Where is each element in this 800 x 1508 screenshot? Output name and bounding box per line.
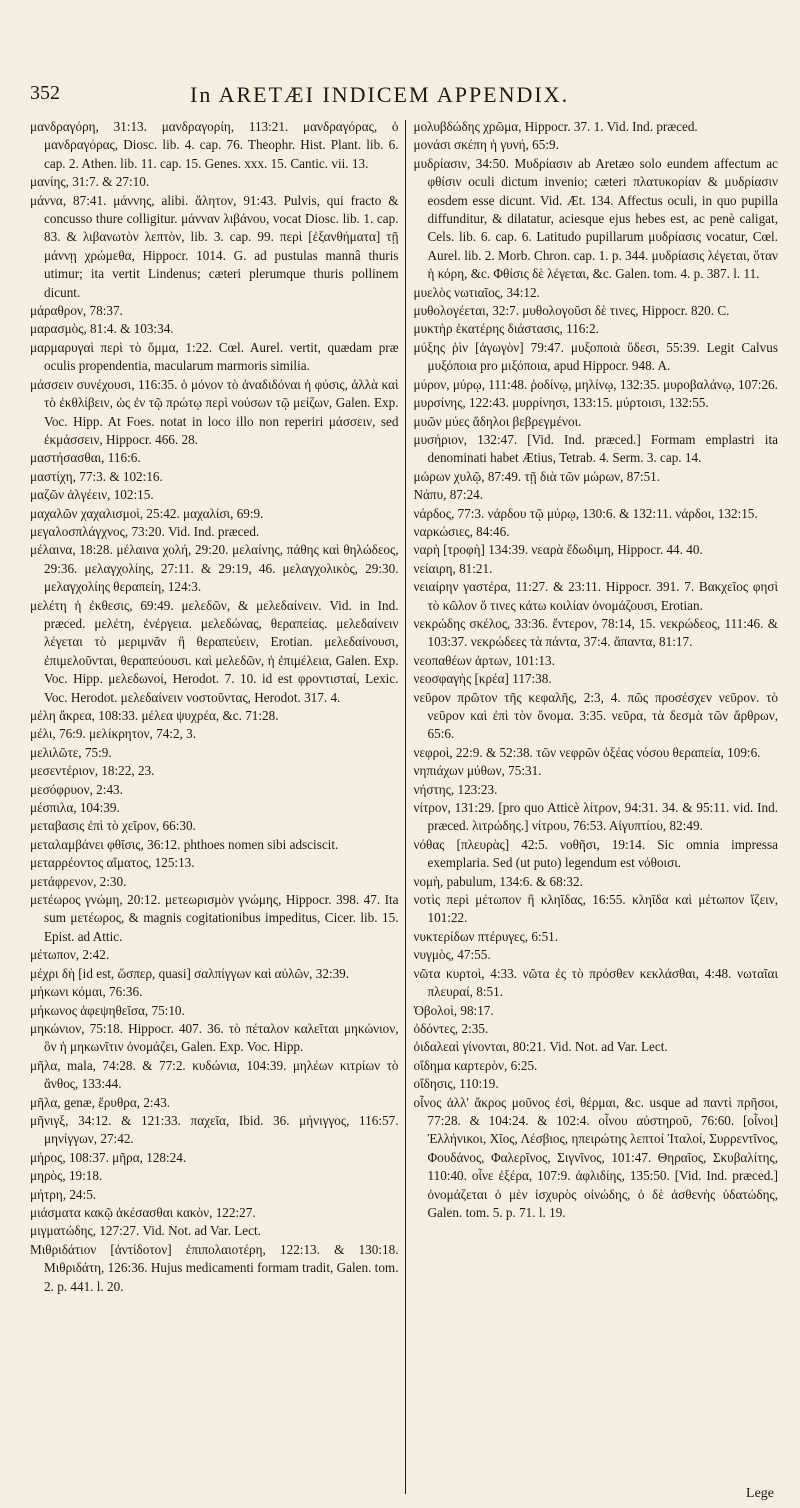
index-entry: μαζῶν ἀλγέειν, 102:15. <box>30 487 154 503</box>
index-entry: μιάσματα κακῷ ἀκέσασθαι κακὸν, 122:27. <box>30 1204 256 1220</box>
index-entry: μέλι, 76:9. μελίκρητον, 74:2, 3. <box>30 726 197 742</box>
index-entry: μυῶν μύες ἄδηλοι βεβρεγμένοι. <box>413 413 582 429</box>
right-column <box>406 118 779 1494</box>
index-entry: μυσήριον, 132:47. [Vid. Ind. præced.] Formam emplastri ita denominati habet Ætius, Tetrab. 4. Serm. 3. cap. 14. <box>413 431 778 466</box>
index-entry: οἶνος ἀλλ' ἄκρος μοῦνος ἐσὶ, θέρμαι, &c. usque ad παντὶ πρῆσοι, 77:28. & 104:24. & 102:4. οἶνου αὐστηροῦ, 76:60. [οἶνοι] Ἐλλήνικοι, Χῖος, Λέσβιος, ηπειρώτης λεπτοί Ἰταλοί, Συρρεντῖνος, Φουδάνος, Φαλερῖνος, Σιγνῖνος, 101:47. Θηραῖος, Σκυβαλίτης, 110:40. οἶνε ἐξέρα, 107:9. ἀφλιδίης, 135:50. [Vid. Ind. præced.] ὀνομάζεται ὁ μὲν ἰσχυρὸς οἰνώδης, ὁ δὲ ἀσθενὴς ὑδατώδης, Galen. tom. 5. p. 71. l. 19. <box>413 1094 778 1220</box>
index-entry: οἴδημα καρτερὸν, 6:25. <box>413 1057 538 1073</box>
index-entry: Μιθριδάτιον [ἀντίδοτον] ἐπιπολαιοτέρη, 122:13. & 130:18. Μιθριδάτη, 126:36. Hujus medicamenti formam tradit, Galen. tom. 2. p. 441. l. 20. <box>30 1241 399 1294</box>
index-entry: μεταλαμβάνει φθῖσις, 36:12. phthoes nomen sibi adsciscit. <box>30 836 339 852</box>
index-entry: νυγμὸς, 47:55. <box>413 947 491 963</box>
index-entry: νεῦρον πρῶτον τῆς κεφαλῆς, 2:3, 4. πῶς προσέσχεν νεῦρον. τὸ νεῦρον καὶ ἐπὶ τὸν ὄνομα. 3:35. νεῦρα, τὰ δεσμὰ τῶν ἄρθρων, 65:6. <box>413 689 778 742</box>
index-entry: νήστης, 123:23. <box>413 781 498 797</box>
index-entry: μεγαλοσπλάγχνος, 73:20. Vid. Ind. præced. <box>30 523 260 539</box>
index-entry: νῶτα κυρτοὶ, 4:33. νῶτα ἐς τὸ πρόσθεν κεκλάσθαι, 4:48. νωταῖαι πλευραί, 8:51. <box>413 965 778 1000</box>
index-entry: μέλαινα, 18:28. μέλαινα χολή, 29:20. μελαίνης, πάθης καὶ θηλώδεος, 29:36. μελαγχολίης, 27:11. & 29:19, 46. μελαγχολικὸς, 29:30. μελαγχολίης θεραπείη, 124:3. <box>30 542 399 595</box>
index-entry: μαχαλῶν χαχαλισμοὶ, 25:42. μαχαλίσι, 69:9. <box>30 505 264 521</box>
index-entry: μῆλα, mala, 74:28. & 77:2. κυδώνια, 104:39. μηλέων κιτρίων τὸ ἄνθος, 133:44. <box>30 1057 399 1092</box>
index-entry: μηκώνιον, 75:18. Hippocr. 407. 36. τὸ πέταλον καλεῖται μηκώνιον, ὃν ἡ μηκωνῖτιν ὀνομάζει, Galen. Exp. Voc. Hipp. <box>30 1020 399 1055</box>
index-entry: μιγματώδης, 127:27. Vid. Not. ad Var. Lect. <box>30 1223 261 1239</box>
index-entry: μέχρι δὴ [id est, ὥσπερ, quasi] σαλπίγγων καὶ αὐλῶν, 32:39. <box>30 965 350 981</box>
left-column <box>30 118 405 1494</box>
index-entry: μῆνιγξ, 34:12. & 121:33. παχεῖα, Ibid. 36. μήνιγγος, 116:57. μηνίγγων, 27:42. <box>30 1112 399 1147</box>
index-entry: μονάσι σκέπη ἡ γυνή, 65:9. <box>413 137 559 153</box>
index-entry: μεσεντέριον, 18:22, 23. <box>30 763 155 779</box>
index-entry: μετέωρος γνώμη, 20:12. μετεωρισμὸν γνώμης, Hippocr. 398. 47. Ita sum μετέωρος, & magnis cogitationibus impeditus, Cicer. lib. 15. Epist. ad Attic. <box>30 892 399 944</box>
index-entry: μάννα, 87:41. μάννης, alibi. ἄλητον, 91:43. Pulvis, qui fracto & concusso thure colligitur. μάνναν λιβάνου, vocat Diosc. lib. 1. cap. 83. & λιβανωτὸν λεπτὸν, lib. 3. cap. 99. περὶ [ἐξανθήματα] τῇ μάννῃ χρώμεθα, Hippocr. 1014. G. ad pustulas mannâ thuris utimur; ita vertit Lindenus; cæteri plerumque thuris pollinem dicunt. <box>30 192 399 300</box>
index-entry: μῆλα, genæ, ἔρυθρα, 2:43. <box>30 1094 171 1110</box>
page-header <box>30 82 778 112</box>
index-entry: μέτωπον, 2:42. <box>30 947 110 963</box>
index-entry: Ὀβολοὶ, 98:17. <box>413 1002 494 1018</box>
index-entry: νοτὶς περὶ μέτωπον ἢ κληῖδας, 16:55. κληῖδα καὶ μέτωπον ἴζειν, 101:22. <box>413 892 778 926</box>
index-entry: νείαιρη, 81:21. <box>413 560 493 576</box>
index-entry: μαστίχη, 77:3. & 102:16. <box>30 468 163 484</box>
index-entry: μάραθρον, 78:37. <box>30 303 123 319</box>
index-entry: μυελὸς νωτιαῖος, 34:12. <box>413 284 540 300</box>
index-entry: νεφροὶ, 22:9. & 52:38. τῶν νεφρῶν ὀξέας νόσου θεραπεία, 109:6. <box>413 744 761 760</box>
index-entry: ὀδόντες, 2:35. <box>413 1020 489 1036</box>
index-entry: μανδραγόρη, 31:13. μανδραγορίη, 113:21. μανδραγόρας, ὁ μανδραγόρας, Diosc. lib. 4. cap. 76. Theophr. Hist. Plant. lib. 6. cap. 2. Athen. lib. 11. cap. 15. Genes. xxx. 15. Cantic. vii. 13. <box>30 119 399 171</box>
index-entry: μήτρη, 24:5. <box>30 1186 97 1202</box>
index-entry: μηρὸς, 19:18. <box>30 1168 103 1184</box>
index-entry: νυκτερίδων πτέρυγες, 6:51. <box>413 928 559 944</box>
index-entry: μέσπιλα, 104:39. <box>30 800 120 816</box>
index-entry: μάσσειν συνέχουσι, 116:35. ὁ μόνον τὸ ἀναδιδόναι ἡ φύσις, ἀλλὰ καὶ τὸ ἐκθλίβειν, ὡς ἐν τῷ πρώτῳ περὶ νούσων τῷ μείζων, Galen. Exp. Voc. Hipp. At Foes. notat in loco illo non reperiri μάσσειν, sed ἐκμάσσειν, Hippocr. 466. 28. <box>30 376 399 447</box>
index-entry: μετάφρενον, 2:30. <box>30 873 127 889</box>
running-title: In ARETÆI INDICEM APPENDIX. <box>190 82 570 107</box>
index-entry: μήκωνος ἀφεψηθεῖσα, 75:10. <box>30 1002 185 1018</box>
index-entry: μεσόφρυον, 2:43. <box>30 781 123 797</box>
index-entry: Νάπυ, 87:24. <box>413 487 484 503</box>
index-entry: μήρος, 108:37. μῆρα, 128:24. <box>30 1149 187 1165</box>
index-entry: μαστήσασθαι, 116:6. <box>30 450 141 466</box>
index-entry: μυκτὴρ ἑκατέρης διάστασις, 116:2. <box>413 321 599 337</box>
index-entry: μύρον, μύρῳ, 111:48. ῥοδίνῳ, μηλίνῳ, 132:35. μυροβαλάνῳ, 107:26. <box>413 376 778 392</box>
index-entry: ναρκώσιες, 84:46. <box>413 523 510 539</box>
page-number: 352 <box>30 82 60 104</box>
index-entry: μολυβδώδης χρῶμα, Hippocr. 37. 1. Vid. Ind. præced. <box>413 119 698 134</box>
index-entry: νεκρώδης σκέλος, 33:36. ἔντερον, 78:14, 15. νεκρώδεος, 111:46. & 103:37. νεκρώδεες τὰ πάντα, 37:4. ἅπαντα, 81:17. <box>413 615 778 650</box>
index-entry: νόθας [πλευρὰς] 42:5. νοθῆσι, 19:14. Sic omnia impressa exemplaria. Sed (ut puto) legendum est νόθοισι. <box>413 836 778 871</box>
index-entry: μέλη ἄκρεα, 108:33. μέλεα ψυχρέα, &c. 71:28. <box>30 708 279 723</box>
index-entry: μεταβασις ἐπὶ τὸ χεῖρον, 66:30. <box>30 818 196 834</box>
index-entry: μώρων χυλῷ, 87:49. τῇ διὰ τῶν μώρων, 87:51. <box>413 468 661 484</box>
index-entry: μυρσίνης, 122:43. μυρρίνησι, 133:15. μύρτοισι, 132:55. <box>413 395 709 411</box>
index-entry: νειαίρην γαστέρα, 11:27. & 23:11. Hippocr. 391. 7. Βακχεῖος φησὶ τὸ κῶλον ὅ τινες κάτω κοιλίαν ὀνομάζουσι, Erotian. <box>413 579 778 613</box>
index-entry: μυθολογέεται, 32:7. μυθολογοῦσι δὲ τινες, Hippocr. 820. C. <box>413 303 730 319</box>
index-entry: μελέτη ἡ ἐκθεσις, 69:49. μελεδῶν, & μελεδαίνειν. Vid. in Ind. præced. μελέτη, ἐνέργεια. μελεδώνας, θεραπείας. μελεδαίνειν λέγεται τὸ μεριμνᾶν ἢ θεραπεύειν, Erotian. μελεδαίνουσι, ἐπιμελοῦνται, θεραπεύουσι. καὶ μελεδῶν, ἡ ἐπιμέλεια, Galen. Exp. Voc. Hipp. μελεδωνοί, Herodot. 7. 10. id est φροντισταί, Lexic. Voc. Herodot. μελεδαίνειν νοστοῦντας, Herodot. 317. 4. <box>30 597 399 705</box>
index-entry: νίτρον, 131:29. [pro quo Atticè λίτρον, 94:31. 34. & 95:11. vid. Ind. præced. λιτρώδης.] νίτρου, 76:53. Αἰγυπτίου, 82:49. <box>413 800 778 834</box>
catchword: Lege <box>746 1486 774 1501</box>
index-entry: μύξης ῥὶν [ἀγωγὸν] 79:47. μυξοποιὰ ὕδεσι, 55:39. Legit Calvus μυξόποια pro μιξόποια, apud Hippocr. 948. A. <box>413 339 778 374</box>
index-entry: μαρασμὸς, 81:4. & 103:34. <box>30 321 174 337</box>
index-entry: νεοσφαγὴς [κρέα] 117:38. <box>413 671 552 687</box>
index-entry: μήκωνι κόμαι, 76:36. <box>30 984 143 1000</box>
index-entry: μανίης, 31:7. & 27:10. <box>30 174 150 190</box>
index-entry: μαρμαρυγαὶ περὶ τὸ ὄμμα, 1:22. Cœl. Aurel. vertit, quædam præ oculis propendentia, macularum marmoris similia. <box>30 339 399 374</box>
index-entry: μεταρρέοντος αἵματος, 125:13. <box>30 855 195 871</box>
index-entry: νάρδος, 77:3. νάρδου τῷ μύρῳ, 130:6. & 132:11. νάρδοι, 132:15. <box>413 505 758 521</box>
index-entry: ὀιδαλεαὶ γίνονται, 80:21. Vid. Not. ad Var. Lect. <box>413 1039 668 1055</box>
index-entry: μυδρίασιν, 34:50. Μυδρίασιν ab Aretæo solo eundem affectum ac φθίσιν oculi dictum invenio; cæteri πλατυκορίαν & μυδρίασιν eosdem esse dicunt. Vid. Æt. 134. Affectus oculi, in quo pupilla diffunditur, & dilatatur, aciesque ejus hebes est, ac penè caligat, Cels. lib. 6. cap. 6. Latitudo pupillarum μυδρίασις vocatur, Cœl. Aurel. lib. 2. Morb. Chron. cap. 1. p. 344. μυδρίασις λέγεται, ὅταν ἡ κόρη, &c. Φθίσις δὲ λέγεται, &c. Galen. tom. 4. p. 387. l. 11. <box>413 155 778 282</box>
index-entry: μελιλῶτε, 75:9. <box>30 744 112 760</box>
index-entry: οἴδησις, 110:19. <box>413 1076 499 1092</box>
index-entry: νηπιάχων μύθων, 75:31. <box>413 763 542 779</box>
index-entry: νεοπαθέων ἀρτων, 101:13. <box>413 652 555 668</box>
index-entry: νομὴ, pabulum, 134:6. & 68:32. <box>413 873 583 889</box>
index-entry: ναρὴ [τροφὴ] 134:39. νεαρὰ ἔδωδιμη, Hippocr. 44. 40. <box>413 542 703 558</box>
two-column-index <box>30 118 778 1494</box>
